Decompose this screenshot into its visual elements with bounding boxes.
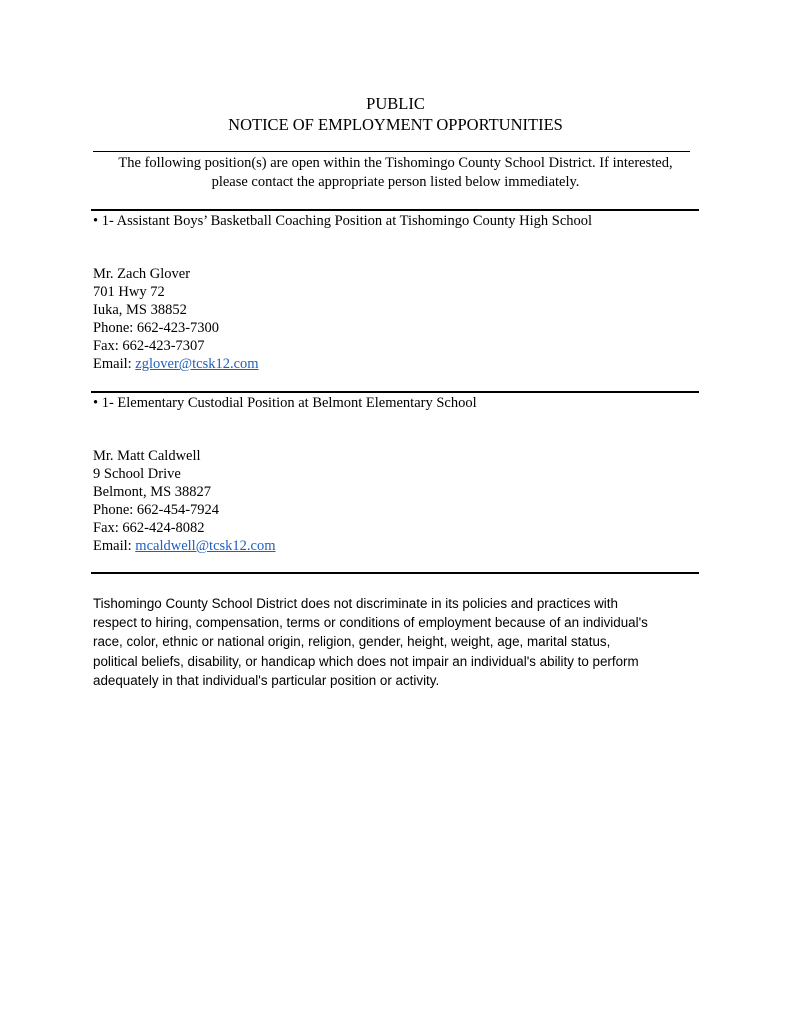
contact-fax: Fax: 662-423-7307 bbox=[93, 338, 205, 354]
contact-email-row bbox=[93, 537, 276, 555]
contact-fax: Fax: 662-424-8082 bbox=[93, 520, 205, 536]
email-label: Email: bbox=[93, 356, 136, 372]
contact-address-line: 701 Hwy 72 bbox=[93, 284, 165, 300]
section-divider bbox=[91, 572, 699, 574]
intro-paragraph bbox=[93, 154, 698, 191]
email-link-caldwell[interactable]: mcaldwell@tcsk12.com bbox=[135, 538, 276, 554]
title-divider bbox=[93, 151, 690, 152]
notice-title-public: PUBLIC bbox=[366, 94, 425, 113]
contact-phone: Phone: 662-423-7300 bbox=[93, 320, 220, 336]
disclaimer-line: respect to hiring, compensation, terms or conditions of employment because of an individual's bbox=[93, 615, 648, 631]
email-link-glover[interactable]: zglover@tcsk12.com bbox=[135, 356, 259, 372]
position-title-basketball: • 1- Assistant Boys’ Basketball Coaching Position at Tishomingo County High School bbox=[93, 213, 593, 229]
contact-address-line: 9 School Drive bbox=[93, 466, 181, 482]
contact-address-line: Iuka, MS 38852 bbox=[93, 302, 187, 318]
intro-line: The following position(s) are open within the Tishomingo County School District. If interested, bbox=[118, 155, 673, 171]
contact-name: Mr. Zach Glover bbox=[93, 266, 191, 282]
disclaimer-line: race, color, ethnic or national origin, religion, gender, height, weight, age, marital status, bbox=[93, 634, 611, 650]
contact-address-line: Belmont, MS 38827 bbox=[93, 484, 212, 500]
disclaimer-line: adequately in that individual's particular position or activity. bbox=[93, 672, 440, 688]
contact-name: Mr. Matt Caldwell bbox=[93, 448, 201, 464]
email-label: Email: bbox=[93, 538, 136, 554]
contact-block-caldwell bbox=[93, 447, 276, 555]
nondiscrimination-statement bbox=[93, 594, 703, 690]
intro-line: please contact the appropriate person listed below immediately. bbox=[211, 173, 580, 190]
notice-title-main: NOTICE OF EMPLOYMENT OPPORTUNITIES bbox=[228, 115, 563, 134]
section-divider bbox=[91, 209, 699, 211]
disclaimer-line: political beliefs, disability, or handicap which does not impair an individual's ability to perform bbox=[93, 653, 639, 669]
position-title-custodial: • 1- Elementary Custodial Position at Belmont Elementary School bbox=[93, 395, 477, 411]
section-divider bbox=[91, 391, 699, 393]
disclaimer-line: Tishomingo County School District does not discriminate in its policies and practices with bbox=[93, 596, 618, 611]
contact-phone: Phone: 662-454-7924 bbox=[93, 502, 220, 518]
contact-email-row bbox=[93, 355, 259, 373]
contact-block-glover bbox=[93, 265, 259, 373]
